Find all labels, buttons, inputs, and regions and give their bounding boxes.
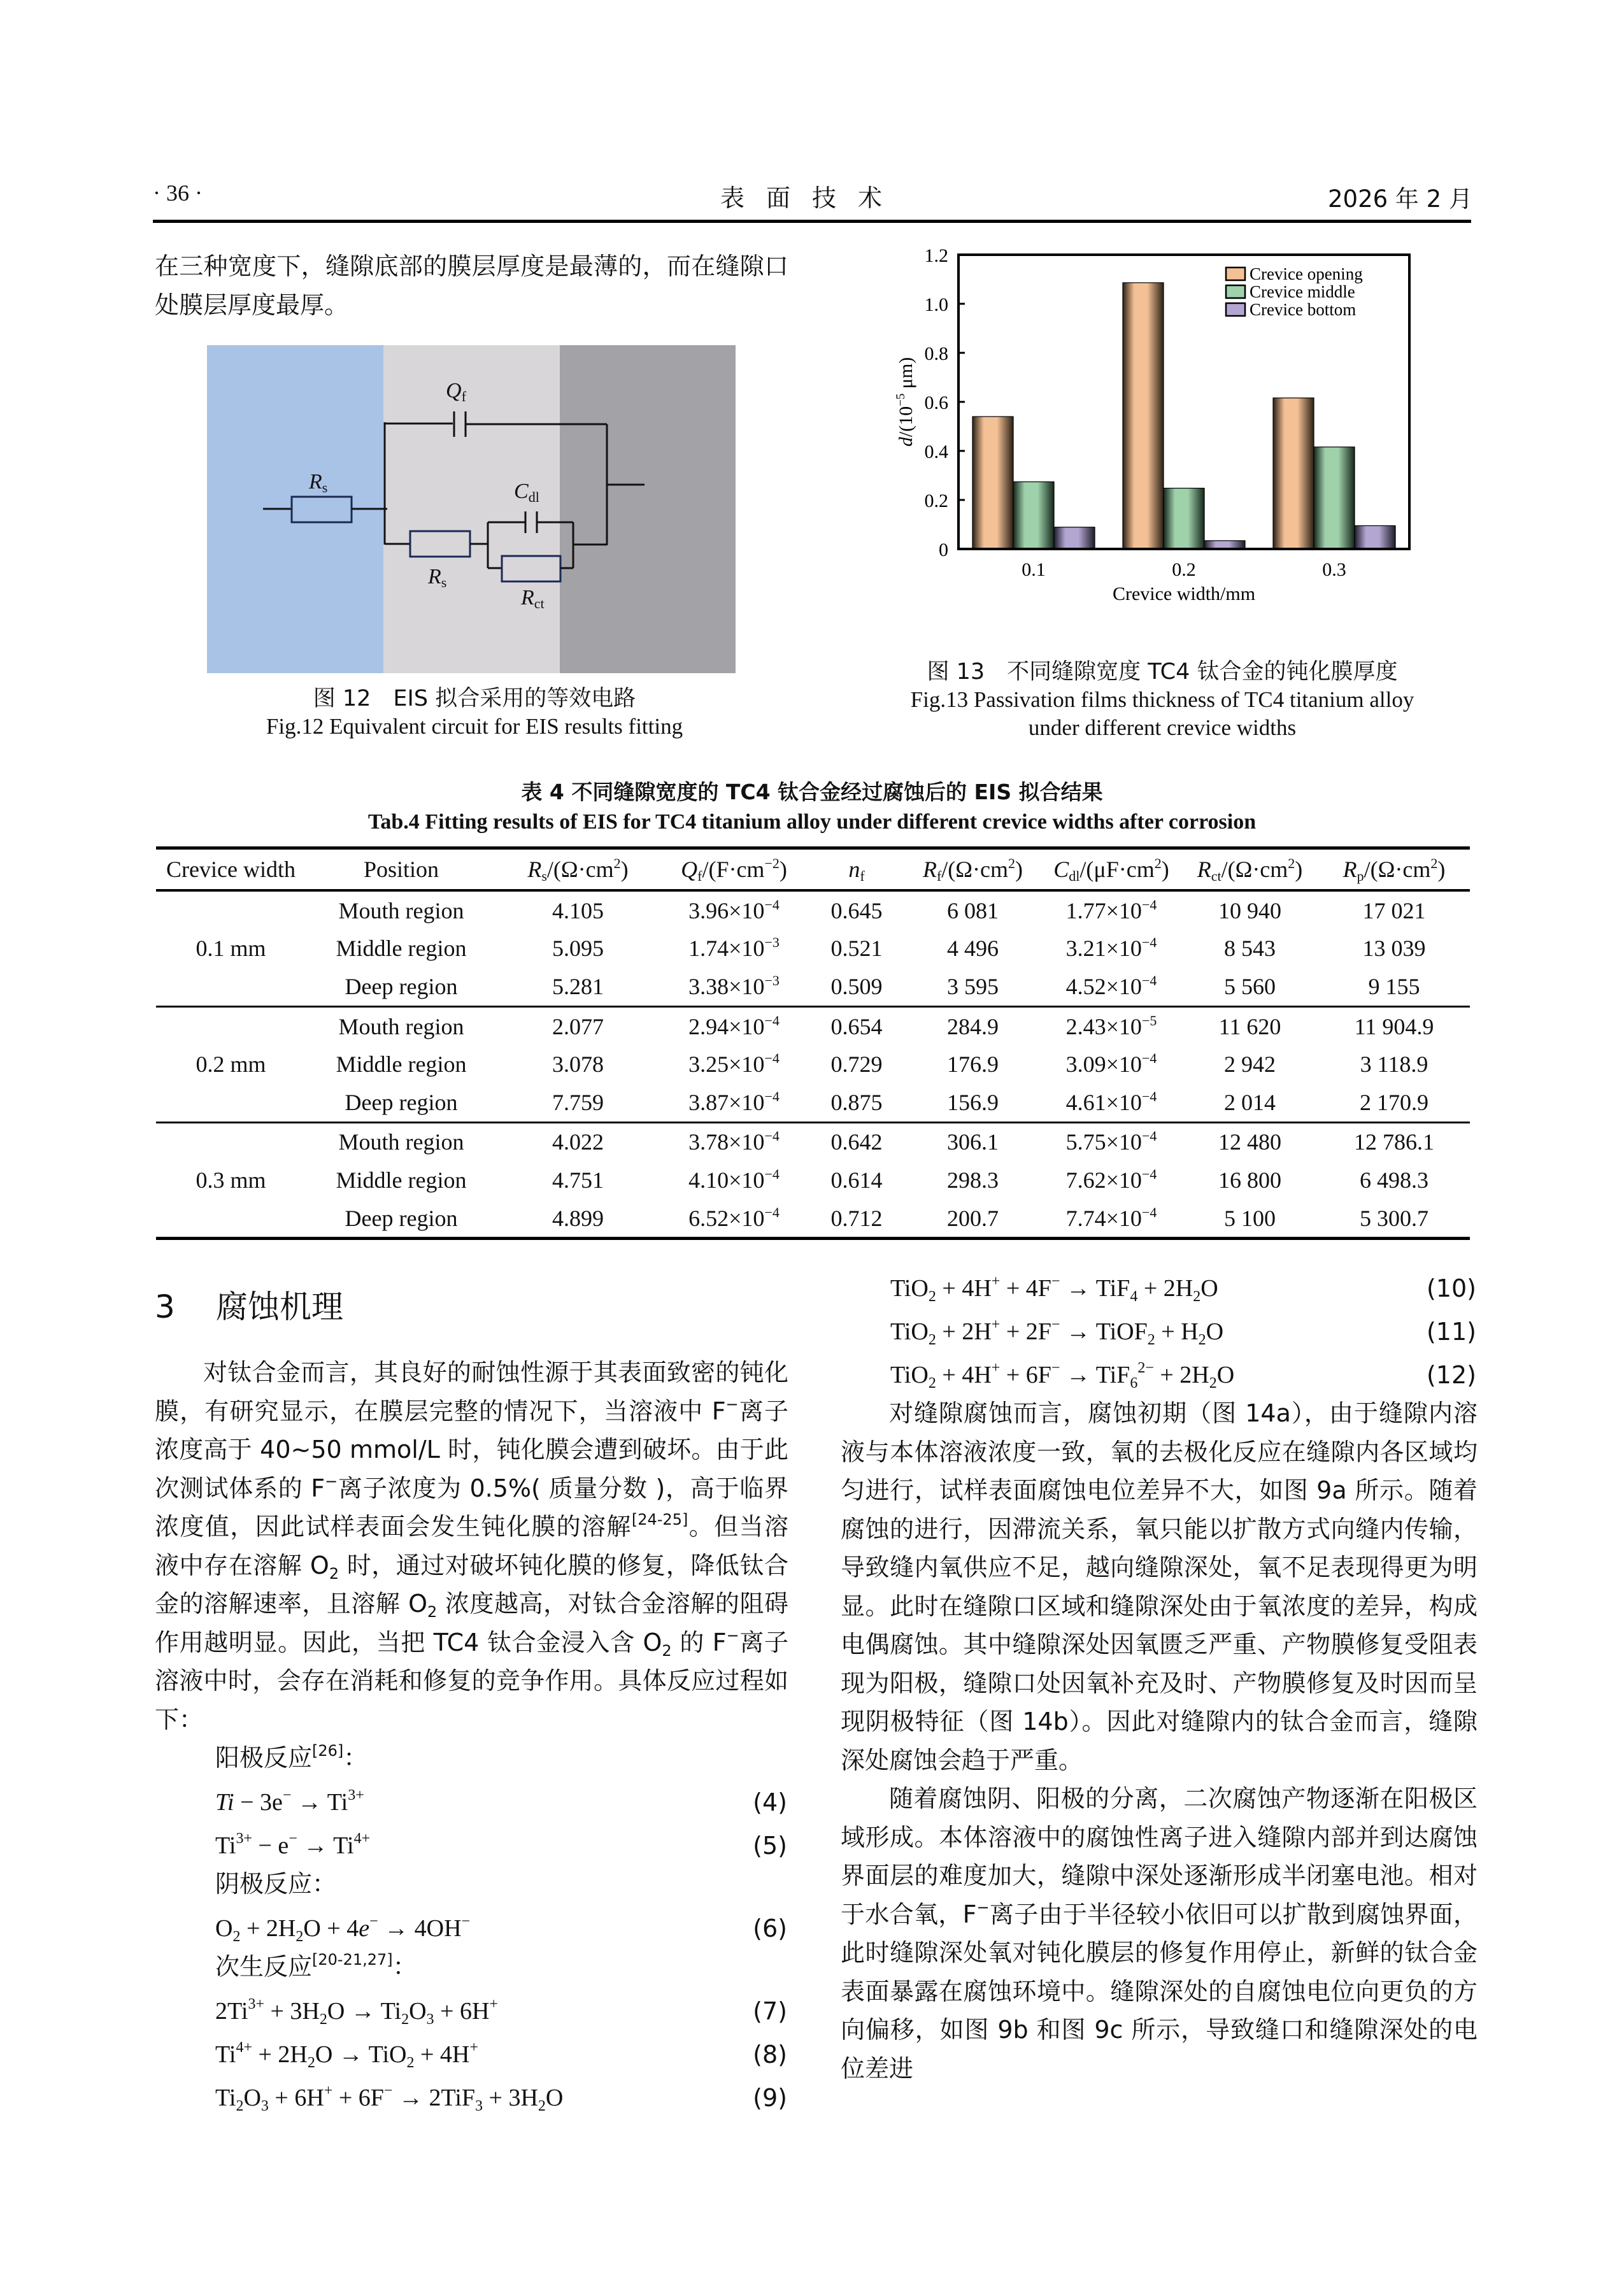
cell-rp: 3 118.9 <box>1360 1051 1428 1078</box>
cell-nf: 0.642 <box>830 1129 883 1155</box>
figure12-caption-en: Fig.12 Equivalent circuit for EIS results fitting <box>266 714 683 739</box>
cell-nf: 0.875 <box>809 1083 904 1122</box>
cell-cdl: $5.75\times 10^{-4}$ <box>1065 1128 1157 1155</box>
col-rs: $R_s/(\Omega\cdot cm^2)$ <box>497 848 659 891</box>
label-qf: Qf <box>446 379 466 404</box>
cell-position: Middle region <box>336 1051 467 1078</box>
cell-nf: 0.614 <box>830 1167 883 1193</box>
cell-nf: 0.712 <box>809 1199 904 1239</box>
cell-crevice-width: 0.1 mm <box>156 890 306 1006</box>
bar-crevice-opening-0.2 <box>1123 283 1164 549</box>
figure13-caption-en-1: Fig.13 Passivation films thickness of TC4 titanium alloy <box>910 687 1414 712</box>
equation-5: $Ti^{3+} - e^- \to Ti^{4+}$ (5) <box>215 1830 787 1860</box>
cathode-reaction-heading: 阴极反应： <box>215 1870 337 1898</box>
table4-title-en: Tab.4 Fitting results of EIS for TC4 titanium alloy under different crevice widths after corrosion <box>367 810 1257 834</box>
x-axis-ticks <box>1022 559 1346 580</box>
cell-rp: 12 786.1 <box>1354 1129 1434 1155</box>
label-rs: Rs <box>309 470 328 495</box>
cell-rf: 306.1 <box>947 1129 999 1155</box>
equivalent-circuit-diagram <box>207 345 736 673</box>
cell-crevice-width: 0.2 mm <box>156 1006 306 1122</box>
intro-paragraph: 在三种宽度下，缝隙底部的膜层厚度是最薄的，而在缝隙口处膜层厚度最厚。 <box>155 252 788 319</box>
cell-cdl: $3.09\times 10^{-4}$ <box>1065 1050 1157 1078</box>
table-row <box>156 967 1470 1006</box>
cell-rct: 2 014 <box>1181 1083 1318 1122</box>
col-nf: $n_f$ <box>809 848 904 891</box>
figure12-caption <box>156 685 793 741</box>
cell-qf: $6.52\times 10^{-4}$ <box>659 1199 809 1239</box>
metal-region <box>560 345 736 673</box>
cell-position: Mouth region <box>338 897 464 923</box>
cell-qf: $3.38\times 10^{-3}$ <box>659 967 809 1006</box>
cell-rp: 2 170.9 <box>1318 1083 1470 1122</box>
bars-group <box>972 283 1395 549</box>
cell-rs: 2.077 <box>552 1013 604 1039</box>
cell-position: Mouth region <box>338 1129 464 1155</box>
figure13-caption <box>847 658 1478 742</box>
cell-cdl: $7.62\times 10^{-4}$ <box>1065 1165 1157 1193</box>
cell-rp: 17 021 <box>1362 897 1426 923</box>
cell-position: Deep region <box>306 1199 497 1239</box>
cell-position: Middle region <box>336 1167 467 1193</box>
x-tick-label: 0.1 <box>1022 559 1046 580</box>
eis-fitting-table <box>156 846 1470 1240</box>
cell-rp: 6 498.3 <box>1360 1167 1428 1193</box>
figure13-caption-en-2: under different crevice widths <box>1028 715 1297 740</box>
legend-label: Crevice middle <box>1250 282 1355 301</box>
x-tick-label: 0.2 <box>1172 559 1196 580</box>
issue-date: 2026 年 2 月 <box>1328 185 1472 213</box>
y-tick-label: 0.8 <box>924 343 948 364</box>
page-number: · 36 · <box>153 180 203 206</box>
bar-crevice-opening-0.1 <box>972 417 1013 549</box>
cell-rct: 12 480 <box>1218 1129 1281 1155</box>
cell-qf: $3.96\times 10^{-4}$ <box>688 896 780 923</box>
table4-title <box>0 777 1624 837</box>
left-column <box>155 1353 788 2117</box>
cell-position: Middle region <box>336 936 467 962</box>
header-rule <box>153 220 1471 223</box>
y-tick-label: 0.6 <box>924 392 948 413</box>
bar-crevice-bottom-0.3 <box>1355 525 1395 549</box>
col-qf: $Q_f/(F\cdot cm^{-2})$ <box>659 848 809 891</box>
cell-rct: 2 942 <box>1224 1051 1276 1078</box>
equation-6: $O_2 + 2H_2O + 4e^- \to 4OH^-$ (6) <box>215 1913 787 1945</box>
equation-7: $2Ti^{3+} + 3H_2O \to Ti_2O_3 + 6H^+$ (7) <box>215 1996 787 2028</box>
cell-qf: $3.78\times 10^{-4}$ <box>688 1128 780 1155</box>
x-axis-label: Crevice width/mm <box>1112 583 1256 604</box>
figure13-caption-cn: 图 13 不同缝隙宽度 TC4 钛合金的钝化膜厚度 <box>927 659 1398 685</box>
cell-position: Deep region <box>306 1083 497 1122</box>
y-tick-label: 1.0 <box>924 294 948 315</box>
table-row <box>156 930 1470 968</box>
legend-label: Crevice opening <box>1250 264 1363 283</box>
legend-label: Crevice bottom <box>1250 300 1357 319</box>
y-tick-label: 0.2 <box>924 490 948 511</box>
bar-crevice-middle-0.1 <box>1013 482 1054 549</box>
cell-cdl: $3.21\times 10^{-4}$ <box>1065 934 1157 962</box>
equation-11: TiO$_2$ + 2H+ + 2F− → TiOF$_2$ + $H_2O$ (11) <box>890 1316 1476 1348</box>
equation-12: $TiO_2 + 4H^+ + 6F^- \to TiF_6^{2-} + 2H_2O$ (12) <box>890 1360 1476 1392</box>
cell-rs: 7.759 <box>497 1083 659 1122</box>
cell-rp: 9 155 <box>1318 967 1470 1006</box>
table-row <box>156 1199 1470 1239</box>
x-tick-label: 0.3 <box>1322 559 1346 580</box>
table-row <box>156 1122 1470 1161</box>
section-heading <box>155 1281 343 1327</box>
cell-crevice-width: 0.3 mm <box>156 1122 306 1239</box>
cell-rf: 4 496 <box>947 936 999 962</box>
cell-nf: 0.729 <box>830 1051 883 1078</box>
table-row <box>156 1045 1470 1083</box>
cell-nf: 0.645 <box>830 897 883 923</box>
col-rct: $R_{ct}/(\Omega\cdot cm^2)$ <box>1181 848 1318 891</box>
cell-rf: 3 595 <box>904 967 1041 1006</box>
paragraph-passivation: 对钛合金而言，其良好的耐蚀性源于其表面致密的钝化膜，有研究显示，在膜层完整的情况下，当溶液中 F−离子浓度高于 40~50 mmol/L 时，钝化膜会遭到破坏。由于此次测试体系的 F−离子浓度为 0.5%( 质量分数 )，高于临界浓度值，因此试样表面会发生钝化膜的溶解[24-25]。但当溶液中存在溶解 $O_2$ 时，通过对破坏钝化膜的修复，降低钛合金的溶解速率，且溶解 $O_2$ 浓度越高，对钛合金溶解的阻碍作用越明显。因此，当把 TC4 钛合金浸入含 $O_2$ 的 F−离子溶液中时，会存在消耗和修复的竞争作用。具体反应过程如下： <box>155 1358 788 1734</box>
cell-qf: $3.87\times 10^{-4}$ <box>659 1083 809 1122</box>
figure12-caption-cn: 图 12 EIS 拟合采用的等效电路 <box>313 686 636 711</box>
col-rp: $R_p/(\Omega\cdot cm^2)$ <box>1318 848 1470 891</box>
cell-rct: 8 543 <box>1224 936 1276 962</box>
paragraph-crevice-early: 对缝隙腐蚀而言，腐蚀初期（图 14a），由于缝隙内溶液与本体溶液浓度一致，氧的去极化反应在缝隙内各区域均匀进行，试样表面腐蚀电位差异不大，如图 9a 所示。随着腐蚀的进行，因滞流关系，氧只能以扩散方式向缝内传输，导致缝内氧供应不足，越向缝隙深处，氧不足表现得更为明显。此时在缝隙口区域和缝隙深处由于氧浓度的差异，构成电偶腐蚀。其中缝隙深处因氧匮乏严重、产物膜修复受阻表现为阳极，缝隙口处因氧补充及时、产物膜修复及时因而呈现阴极特征（图 14b）。因此对缝隙内的钛合金而言，缝隙深处腐蚀会趋于严重。 <box>841 1399 1478 1774</box>
cell-position: Deep region <box>306 967 497 1006</box>
equation-9: $Ti_2O_3 + 6H^+ + 6F^- \to 2TiF_3 + 3H_2O$ (9) <box>215 2083 787 2114</box>
cell-nf: 0.521 <box>830 936 883 962</box>
cell-position: Mouth region <box>338 1013 464 1039</box>
right-column <box>841 1264 1478 2088</box>
table4-title-cn: 表 4 不同缝隙宽度的 TC4 钛合金经过腐蚀后的 EIS 拟合结果 <box>521 780 1103 804</box>
cell-rs: 3.078 <box>552 1051 604 1078</box>
table-header-row <box>156 848 1470 891</box>
cell-rs: 5.095 <box>552 936 604 962</box>
cell-rs: 4.751 <box>552 1167 604 1193</box>
cell-rct: 10 940 <box>1218 897 1281 923</box>
cell-cdl: $2.43\times 10^{-5}$ <box>1065 1012 1157 1039</box>
legend-swatch <box>1226 285 1245 298</box>
cell-rs: 4.105 <box>552 897 604 923</box>
cell-qf: $3.25\times 10^{-4}$ <box>688 1050 780 1078</box>
cell-rf: 156.9 <box>904 1083 1041 1122</box>
cell-qf: $1.74\times 10^{-3}$ <box>688 934 780 962</box>
table-row <box>156 1006 1470 1045</box>
col-cdl: $C_{dl}/(\mu F\cdot cm^2)$ <box>1041 848 1181 891</box>
equation-4: $Ti - 3e^- \to Ti^{3+}$ (4) <box>215 1787 787 1816</box>
chart-legend <box>1226 264 1363 319</box>
table-row <box>156 1083 1470 1122</box>
journal-title: 表面技术 <box>720 184 904 212</box>
secondary-reaction-heading: 次生反应[20-21,27]： <box>215 1951 417 1981</box>
cell-rs: 4.022 <box>552 1129 604 1155</box>
cell-nf: 0.509 <box>809 967 904 1006</box>
cell-rp: 11 904.9 <box>1354 1013 1434 1039</box>
cell-cdl: $4.52\times 10^{-4}$ <box>1041 967 1181 1006</box>
col-position: Position <box>306 848 497 891</box>
cell-rf: 200.7 <box>904 1199 1041 1239</box>
cell-rct: 5 100 <box>1181 1199 1318 1239</box>
paragraph-crevice-later: 随着腐蚀阴、阳极的分离，二次腐蚀产物逐渐在阳极区域形成。本体溶液中的腐蚀性离子进入缝隙内部并到达腐蚀界面层的难度加大，缝隙中深处逐渐形成半闭塞电池。相对于水合氧，F−离子由于半径较小依旧可以扩散到腐蚀界面，此时缝隙深处氧对钝化膜层的修复作用停止，新鲜的钛合金表面暴露在腐蚀环境中。缝隙深处的自腐蚀电位向更负的方向偏移，如图 9b 和图 9c 所示，导致缝口和缝隙深处的电位差进 <box>841 1785 1478 2083</box>
passivation-thickness-bar-chart <box>879 242 1465 662</box>
y-axis-label: $d/(10^{-5}$ μm) <box>894 357 916 447</box>
cell-rf: 6 081 <box>947 897 999 923</box>
bar-crevice-opening-0.3 <box>1273 398 1314 549</box>
cell-rp: 13 039 <box>1362 936 1426 962</box>
cell-cdl: $1.77\times 10^{-4}$ <box>1065 896 1157 923</box>
cell-rf: 176.9 <box>947 1051 999 1078</box>
cell-cdl: $7.74\times 10^{-4}$ <box>1041 1199 1181 1239</box>
cell-cdl: $4.61\times 10^{-4}$ <box>1041 1083 1181 1122</box>
col-rf: $R_f/(\Omega\cdot cm^2)$ <box>904 848 1041 891</box>
y-tick-label: 0.4 <box>924 441 948 462</box>
label-cdl: Cdl <box>514 480 539 505</box>
cell-rct: 5 560 <box>1181 967 1318 1006</box>
cell-rct: 11 620 <box>1218 1013 1281 1039</box>
table-row <box>156 890 1470 930</box>
cell-rf: 298.3 <box>947 1167 999 1193</box>
film-region <box>383 345 560 673</box>
bar-crevice-middle-0.3 <box>1314 447 1355 549</box>
cell-qf: $4.10\times 10^{-4}$ <box>688 1165 780 1193</box>
anode-reaction-heading: 阳极反应[26]： <box>215 1742 368 1772</box>
table-row <box>156 1161 1470 1199</box>
equation-8: $Ti^{4+} + 2H_2O \to TiO_2 + 4H^+$ (8) <box>215 2039 787 2071</box>
col-crevice-width: Crevice width <box>156 848 306 891</box>
cell-qf: $2.94\times 10^{-4}$ <box>688 1012 780 1039</box>
label-rct: Rct <box>521 586 545 611</box>
bar-crevice-bottom-0.1 <box>1054 527 1095 549</box>
section-title: 腐蚀机理 <box>216 1288 343 1325</box>
label-rs-film: Rs <box>428 565 447 590</box>
cell-nf: 0.654 <box>830 1013 883 1039</box>
y-tick-label: 0 <box>939 539 948 560</box>
cell-rs: 5.281 <box>497 967 659 1006</box>
legend-swatch <box>1226 267 1245 280</box>
cell-rs: 4.899 <box>497 1199 659 1239</box>
cell-rp: 5 300.7 <box>1318 1199 1470 1239</box>
section-number: 3 <box>155 1288 175 1325</box>
cell-rct: 16 800 <box>1218 1167 1281 1193</box>
bar-crevice-middle-0.2 <box>1164 488 1204 549</box>
equation-10: $TiO_2 + 4H^+ + 4F^- \to TiF_4 + 2H_2O$ (10) <box>890 1273 1476 1305</box>
legend-swatch <box>1226 303 1245 316</box>
cell-rf: 284.9 <box>947 1013 999 1039</box>
y-tick-label: 1.2 <box>924 245 948 266</box>
